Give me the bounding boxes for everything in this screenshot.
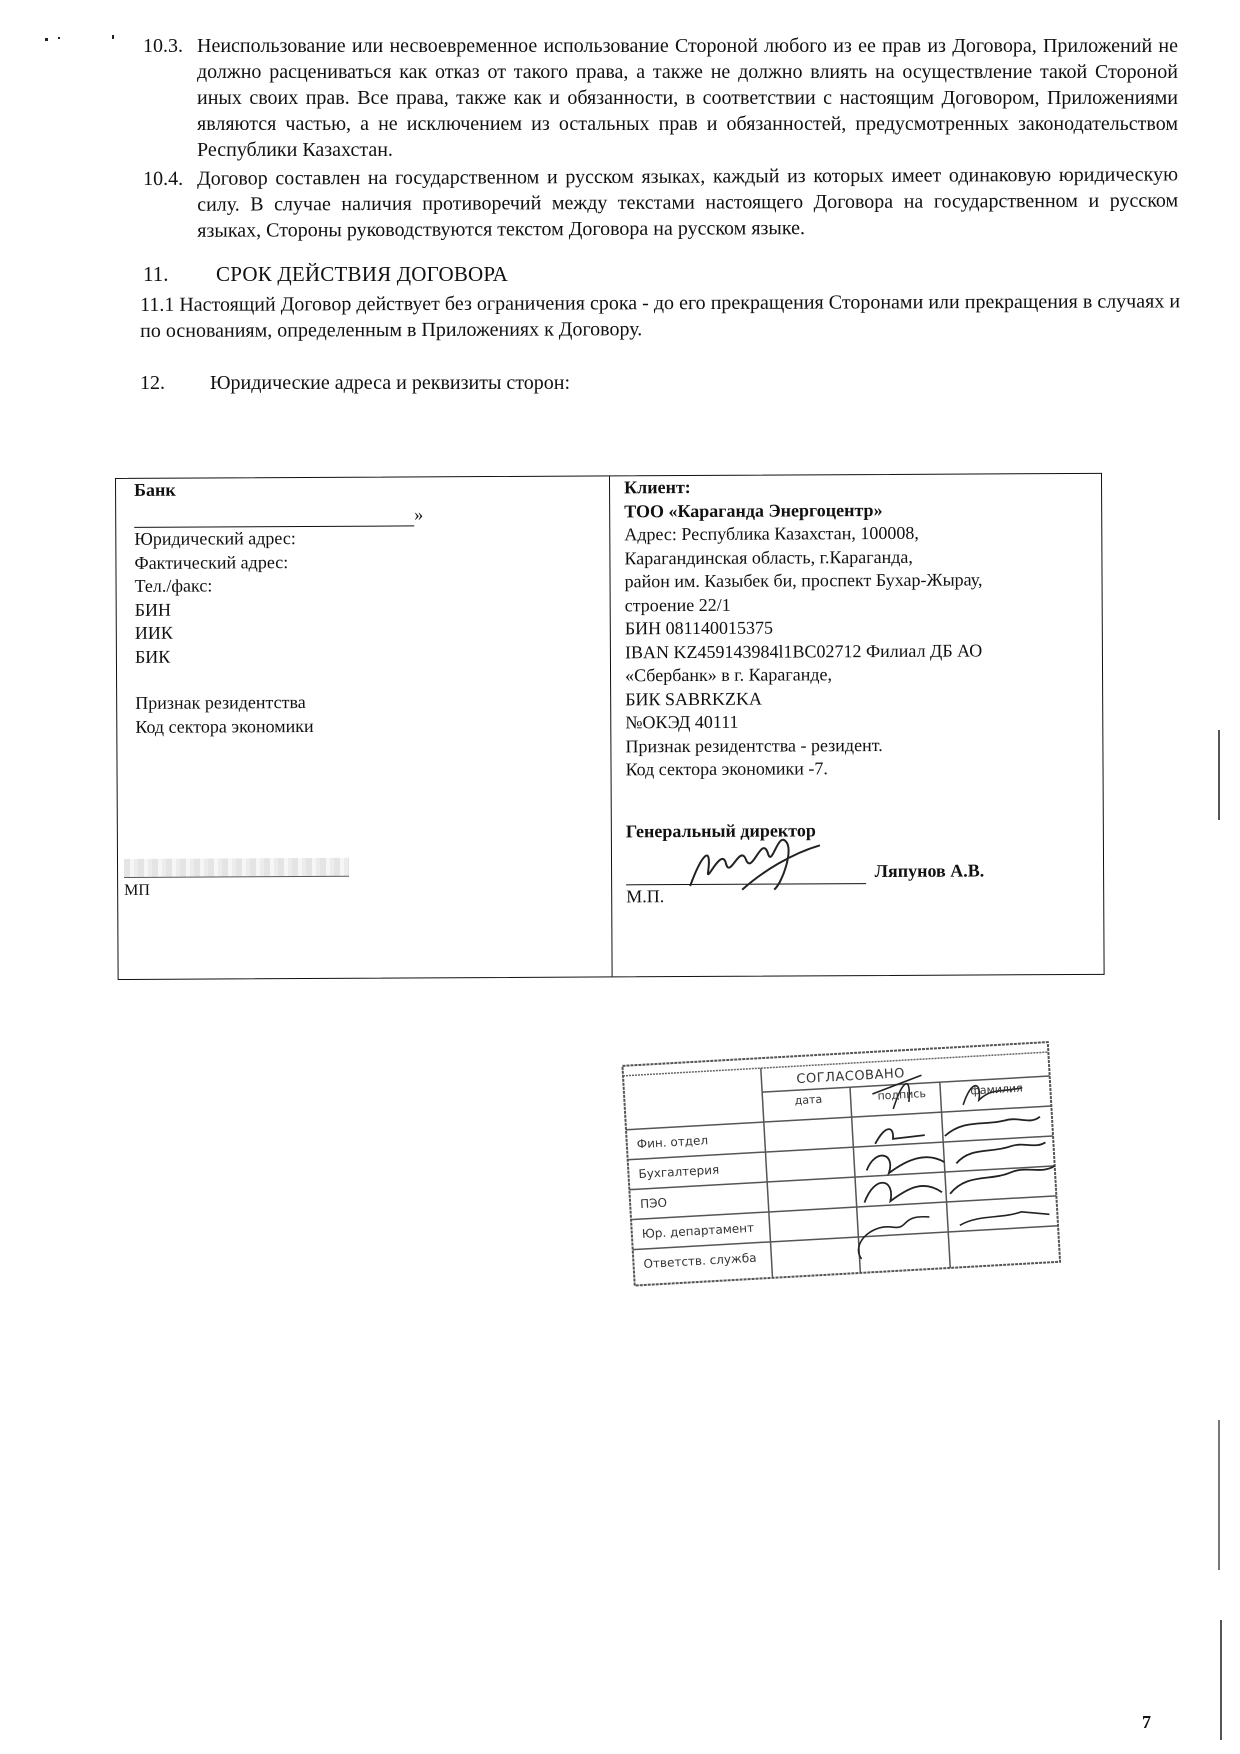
stamp-col-date: дата [794, 1092, 823, 1108]
scan-edge-mark [1218, 730, 1220, 820]
clause-10-3 [143, 33, 1178, 163]
client-column [624, 474, 1096, 908]
table-divider [609, 476, 613, 976]
scan-edge-mark [1220, 1620, 1222, 1740]
stamp-row-label: Бухгалтерия [638, 1162, 720, 1182]
bank-iik: ИИК [134, 622, 173, 643]
client-address-line: Адрес: Республика Казахстан, 100008, [624, 522, 919, 545]
client-address-line: строение 22/1 [624, 594, 731, 615]
client-position: Генеральный директор [625, 819, 816, 841]
scan-speck [45, 38, 48, 41]
clause-number: 10.3. [143, 35, 183, 57]
client-address-line: район им. Казыбек би, проспект Бухар-Жырау, [624, 569, 983, 592]
blank-line [134, 507, 414, 527]
section-number: 11. [143, 262, 169, 286]
stamp-col-signature: подпись [877, 1086, 927, 1103]
stamp-title: СОГЛАСОВАНО [796, 1066, 906, 1088]
requisites-table [115, 473, 1105, 980]
bank-name-blank [134, 502, 594, 528]
bank-heading: Банк [134, 479, 176, 500]
section-title: Юридические адреса и реквизиты сторон: [210, 372, 571, 394]
approval-stamp [620, 1034, 1064, 1290]
stamp-row-label: Юр. департамент [641, 1220, 755, 1242]
section-12-heading [140, 372, 571, 395]
clause-10-4 [143, 161, 1178, 244]
client-bank: «Сбербанк» в г. Караганде, [624, 664, 833, 686]
clause-number: 10.4. [143, 167, 184, 190]
stamp-row-label: ПЭО [639, 1195, 668, 1212]
page-number: 7 [1142, 1712, 1151, 1732]
handwritten-signature [682, 823, 832, 904]
section-title: СРОК ДЕЙСТВИЯ ДОГОВОРА [216, 262, 508, 286]
bank-bik: БИК [134, 646, 171, 667]
client-stamp-place: М.П. [626, 885, 665, 906]
bank-column [134, 476, 595, 738]
section-number: 12. [140, 372, 165, 394]
client-bin: БИН 081140015375 [624, 617, 774, 639]
bank-phone-fax: Тел./факс: [134, 575, 213, 596]
clause-text: Договор составлен на государственном и русском языках, каждый из которых имеет одинаковую юридическую силу. В случае наличия противоречий между текстами настоящего Договора на государственном и русском языках, Стороны руководствуются текстом Договора на русском языке. [197, 163, 1179, 242]
bank-sector-code: Код сектора экономики [135, 715, 314, 737]
clause-text: Неиспользование или несвоевременное использование Стороной любого из ее прав из Договора, Приложений не должно расцениваться как отказ от такого права, а также не должно влиять на осуществление такой Стороной иных своих прав. Все права, также как и обязанности, в соответствии с настоящим Договором, Приложениями являются частью, а не исключением из остальных прав и обязанностей, предусмотренных законодательством Республики Казахстан. [197, 35, 1178, 161]
bank-actual-address: Фактический адрес: [134, 551, 289, 573]
client-residency: Признак резидентства - резидент. [625, 734, 883, 756]
bank-legal-address: Юридический адрес: [134, 528, 296, 549]
client-bik: БИК SABRKZKA [625, 688, 763, 709]
bank-residency: Признак резидентства [135, 692, 306, 713]
bank-bin: БИН [134, 599, 172, 620]
stamp-row-label: Фин. отдел [636, 1133, 709, 1152]
client-iban: IBAN KZ459143984l1BC02712 Филиал ДБ АО [624, 639, 983, 662]
quote-mark: » [414, 503, 424, 524]
client-oked: №ОКЭД 40111 [625, 711, 739, 733]
client-signatory: Ляпунов А.В. [874, 860, 985, 882]
redacted-signature [124, 858, 349, 878]
stamp-col-surname: фамилия [970, 1081, 1024, 1098]
scan-edge-mark [1218, 1420, 1220, 1570]
scan-speck [58, 37, 60, 39]
client-name: ТОО «Караганда Энергоцентр» [624, 499, 883, 521]
client-sector-code: Код сектора экономики -7. [625, 758, 828, 780]
stamp-row-label: Ответств. служба [643, 1250, 757, 1271]
client-heading: Клиент: [624, 476, 691, 498]
section-11-paragraph: 11.1 Настоящий Договор действует без ограничения срока - до его прекращения Сторонами или прекращения в случаях и по основаниям, определенным в Приложениях к Договору. [140, 290, 1181, 342]
client-address-line: Карагандинская область, г.Караганда, [624, 546, 913, 568]
scan-speck [112, 35, 114, 39]
bank-stamp-place: МП [124, 881, 150, 899]
